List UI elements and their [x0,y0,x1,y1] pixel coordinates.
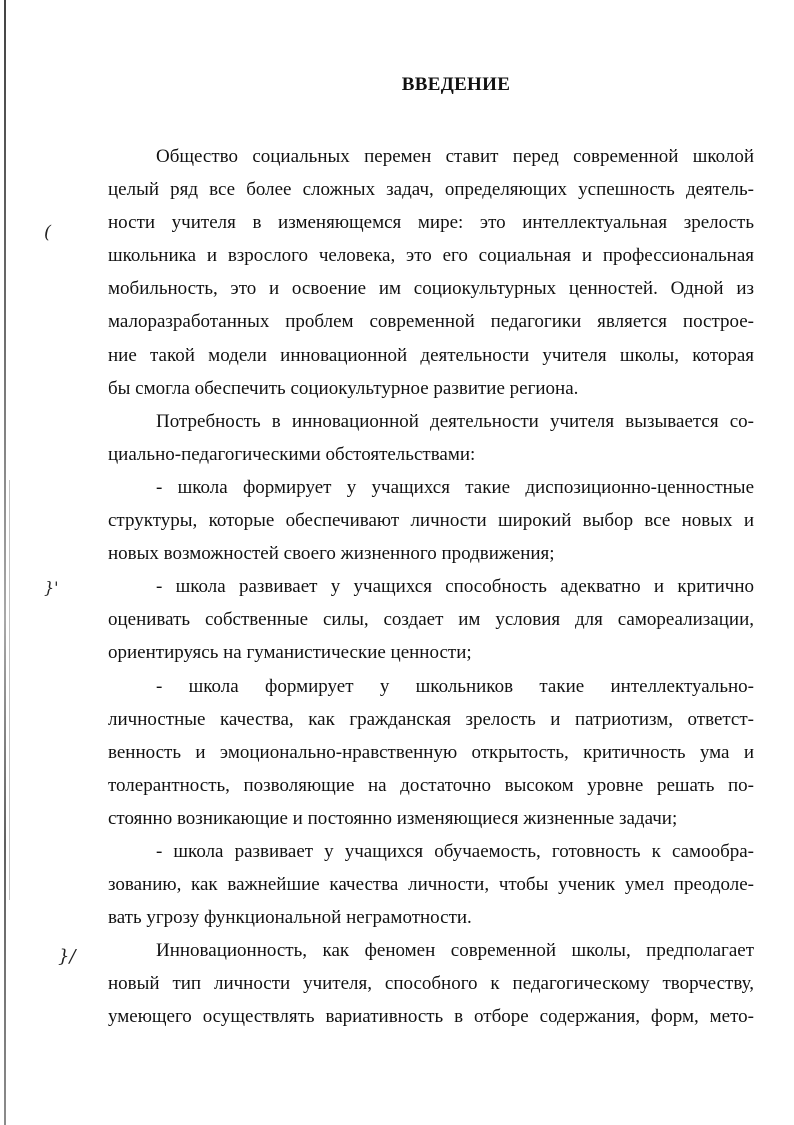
text-line: вать угрозу функциональной неграмотности. [108,907,472,929]
text-line: новых возможностей своего жизненного продвижения; [108,543,555,565]
document-body [108,140,754,1034]
margin-mark: }/ [58,946,76,967]
list-item [108,570,754,669]
text-line: толерантность, позволяющие на достаточно высоком уровне решать по- [108,774,754,796]
paragraph [108,140,754,405]
text-line: циально-педагогическими обстоятельствами: [108,443,476,465]
paragraph [108,934,754,1033]
text-line: целый ряд все более сложных задач, определяющих успешность деятель- [108,179,754,201]
list-item [108,670,754,835]
margin-mark: ( [44,222,52,243]
text-line: стоянно возникающие и постоянно изменяющиеся жизненные задачи; [108,807,678,829]
text-line: мобильность, это и освоение им социокультурных ценностей. Одной из [108,278,754,300]
scan-edge-line-secondary [9,480,10,900]
text-line: ориентируясь на гуманистические ценности; [108,642,472,664]
text-line: Инновационность, как феномен современной школы, предполагает [156,940,754,962]
margin-mark: }' [44,578,59,597]
paragraph [108,405,754,471]
text-line: зованию, как важнейшие качества личности, чтобы ученик умел преодоле- [108,874,754,896]
list-item [108,835,754,934]
text-line: - школа развивает у учащихся обучаемость, готовность к самообра- [156,840,754,862]
text-line: умеющего осуществлять вариативность в отборе содержания, форм, мето- [108,1006,754,1028]
text-line: личностные качества, как гражданская зрелость и патриотизм, ответст- [108,708,754,730]
text-line: бы смогла обеспечить социокультурное развитие региона. [108,377,579,399]
page-heading: ВВЕДЕНИЕ [401,74,511,95]
text-line: малоразработанных проблем современной педагогики является построе- [108,311,754,333]
text-line: - школа формирует у учащихся такие диспозиционно-ценностные [156,476,754,498]
text-line: венность и эмоционально-нравственную открытость, критичность ума и [108,741,754,763]
text-line: структуры, которые обеспечивают личности широкий выбор все новых и [108,510,754,532]
text-line: Потребность в инновационной деятельности учителя вызывается со- [156,410,754,432]
text-line: новый тип личности учителя, способного к педагогическому творчеству, [108,973,754,995]
text-line: ние такой модели инновационной деятельности учителя школы, которая [108,344,754,366]
list-item [108,471,754,570]
text-line: - школа развивает у учащихся способность адекватно и критично [156,576,754,598]
text-line: Общество социальных перемен ставит перед современной школой [156,146,754,167]
text-line: школьника и взрослого человека, это его социальная и профессиональная [108,245,754,267]
text-line: ности учителя в изменяющемся мире: это интеллектуальная зрелость [108,212,754,234]
scan-edge-line [4,0,6,1125]
text-line: оценивать собственные силы, создает им условия для самореализации, [108,609,754,631]
text-line: - школа формирует у школьников такие интеллектуально- [156,675,754,697]
